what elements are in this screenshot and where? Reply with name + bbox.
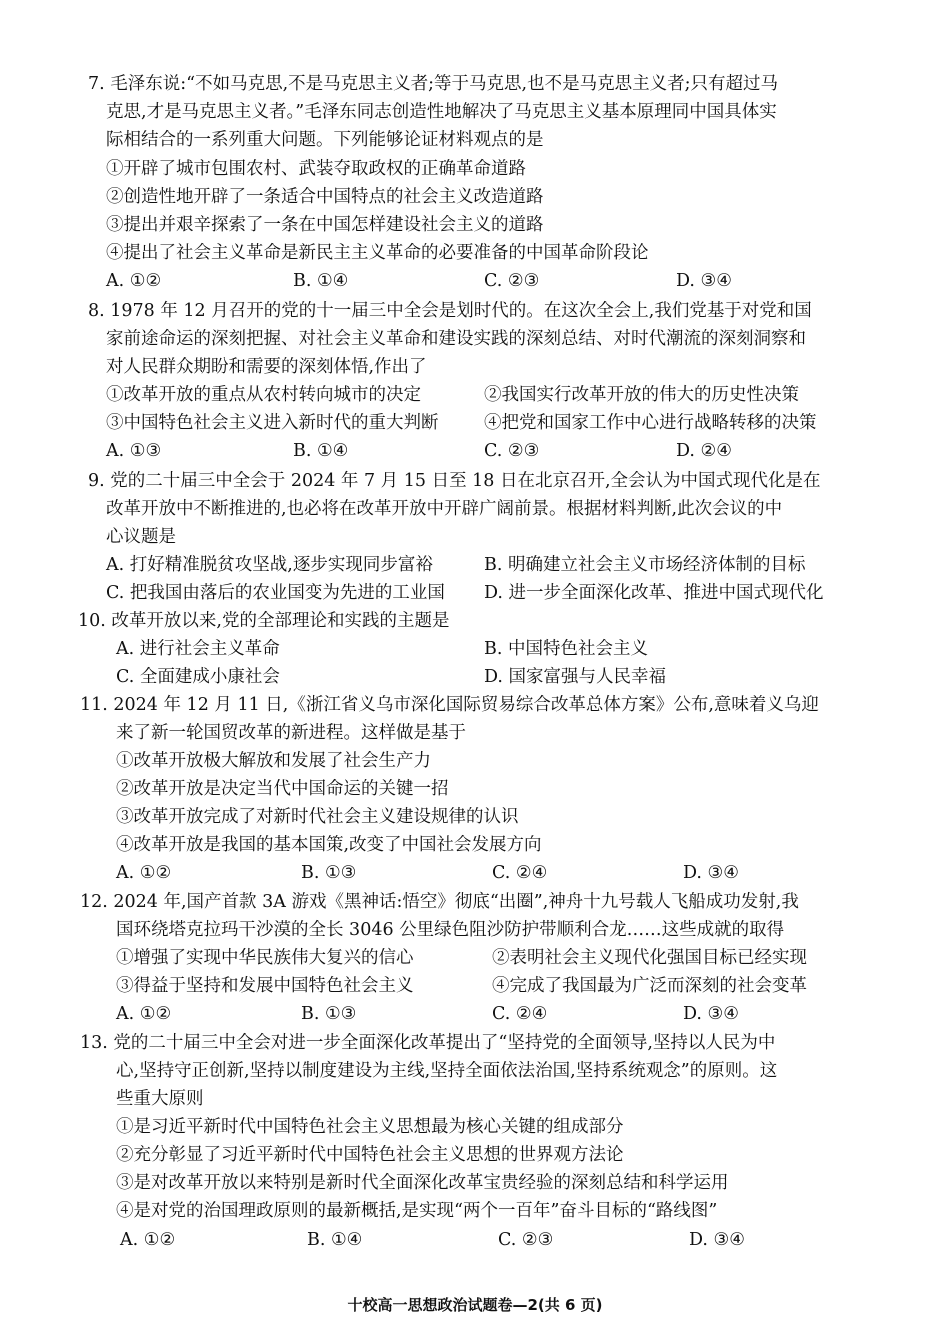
question-stem-line: 心,坚持守正创新,坚持以制度建设为主线,坚持全面依法治国,坚持系统观念”的原则。这 <box>116 1061 778 1081</box>
option-a: A. ①② <box>106 271 162 291</box>
option-c: C. ②④ <box>492 1004 548 1024</box>
statement-4: ④改革开放是我国的基本国策,改变了中国社会发展方向 <box>116 835 542 855</box>
question-stem-line: 些重大原则 <box>116 1089 204 1109</box>
statement-3: ③改革开放完成了对新时代社会主义建设规律的认识 <box>116 807 519 827</box>
statement-1: ①是习近平新时代中国特色社会主义思想最为核心关键的组成部分 <box>116 1117 624 1137</box>
option-b: B. ①④ <box>307 1230 363 1250</box>
option-a: A. ①② <box>116 863 172 883</box>
option-b: B. ①④ <box>293 271 349 291</box>
option-a: A. 打好精准脱贫攻坚战,逐步实现同步富裕 <box>106 555 433 575</box>
option-c: C. ②④ <box>492 863 548 883</box>
statement-2: ②表明社会主义现代化强国目标已经实现 <box>492 948 807 968</box>
statement-4: ④完成了我国最为广泛而深刻的社会变革 <box>492 976 807 996</box>
statement-3: ③中国特色社会主义进入新时代的重大判断 <box>106 413 439 433</box>
option-a: A. ①③ <box>106 441 162 461</box>
option-d: D. ③④ <box>683 1004 739 1024</box>
option-d: D. 进一步全面深化改革、推进中国式现代化 <box>484 583 824 603</box>
statement-3: ③是对改革开放以来特别是新时代全面深化改革宝贵经验的深刻总结和科学运用 <box>116 1173 729 1193</box>
option-d: D. ③④ <box>689 1230 745 1250</box>
statement-2: ②创造性地开辟了一条适合中国特点的社会主义改造道路 <box>106 187 544 207</box>
question-stem-line: 来了新一轮国贸改革的新进程。这样做是基于 <box>116 723 466 743</box>
statement-1: ①改革开放的重点从农村转向城市的决定 <box>106 385 421 405</box>
statement-2: ②充分彰显了习近平新时代中国特色社会主义思想的世界观方法论 <box>116 1145 624 1165</box>
statement-1: ①开辟了城市包围农村、武装夺取政权的正确革命道路 <box>106 159 526 179</box>
question-stem-line: 心议题是 <box>106 527 176 547</box>
question-stem-line: 克思,才是马克思主义者。”毛泽东同志创造性地解决了马克思主义基本原理同中国具体实 <box>106 102 777 122</box>
question-stem-line: 12. 2024 年,国产首款 3A 游戏《黑神话:悟空》彻底“出圈”,神舟十九号载人飞船成功发射,我 <box>80 892 799 912</box>
option-d: D. ③④ <box>683 863 739 883</box>
statement-1: ①改革开放极大解放和发展了社会生产力 <box>116 751 431 771</box>
question-stem-line: 家前途命运的深刻把握、对社会主义革命和建设实践的深刻总结、对时代潮流的深刻洞察和 <box>106 329 806 349</box>
question-stem-line: 8. 1978 年 12 月召开的党的十一届三中全会是划时代的。在这次全会上,我们党基于对党和国 <box>88 301 812 321</box>
option-d: D. 国家富强与人民幸福 <box>484 667 667 687</box>
option-c: C. 把我国由落后的农业国变为先进的工业国 <box>106 583 445 603</box>
option-a: A. ①② <box>120 1230 176 1250</box>
question-stem-line: 9. 党的二十届三中全会于 2024 年 7 月 15 日至 18 日在北京召开,全会认为中国式现代化是在 <box>88 471 821 491</box>
question-stem-line: 改革开放中不断推进的,也必将在改革开放中开辟广阔前景。根据材料判断,此次会议的中 <box>106 499 783 519</box>
option-b: B. ①④ <box>293 441 349 461</box>
statement-4: ④是对党的治国理政原则的最新概括,是实现“两个一百年”奋斗目标的“路线图” <box>116 1201 718 1221</box>
question-stem-line: 对人民群众期盼和需要的深刻体悟,作出了 <box>106 357 427 377</box>
page-footer: 十校高一思想政治试题卷—2(共 6 页) <box>347 1296 603 1314</box>
statement-2: ②我国实行改革开放的伟大的历史性决策 <box>484 385 799 405</box>
option-c: C. ②③ <box>498 1230 554 1250</box>
option-b: B. ①③ <box>301 863 357 883</box>
question-stem-line: 11. 2024 年 12 月 11 日,《浙江省义乌市深化国际贸易综合改革总体方案》公布,意味着义乌迎 <box>80 695 819 715</box>
statement-4: ④把党和国家工作中心进行战略转移的决策 <box>484 413 817 433</box>
statement-4: ④提出了社会主义革命是新民主主义革命的必要准备的中国革命阶段论 <box>106 243 649 263</box>
statement-2: ②改革开放是决定当代中国命运的关键一招 <box>116 779 449 799</box>
statement-3: ③得益于坚持和发展中国特色社会主义 <box>116 976 414 996</box>
option-c: C. 全面建成小康社会 <box>116 667 280 687</box>
option-d: D. ②④ <box>676 441 732 461</box>
option-b: B. ①③ <box>301 1004 357 1024</box>
question-stem-line: 国环绕塔克拉玛干沙漠的全长 3046 公里绿色阻沙防护带顺利合龙……这些成就的取得 <box>116 920 785 940</box>
option-b: B. 中国特色社会主义 <box>484 639 648 659</box>
statement-3: ③提出并艰辛探索了一条在中国怎样建设社会主义的道路 <box>106 215 544 235</box>
option-a: A. ①② <box>116 1004 172 1024</box>
option-b: B. 明确建立社会主义市场经济体制的目标 <box>484 555 806 575</box>
option-c: C. ②③ <box>484 271 540 291</box>
option-a: A. 进行社会主义革命 <box>116 639 280 659</box>
question-stem-line: 10. 改革开放以来,党的全部理论和实践的主题是 <box>78 611 450 631</box>
statement-1: ①增强了实现中华民族伟大复兴的信心 <box>116 948 414 968</box>
option-c: C. ②③ <box>484 441 540 461</box>
question-stem-line: 际相结合的一系列重大问题。下列能够论证材料观点的是 <box>106 130 544 150</box>
option-d: D. ③④ <box>676 271 732 291</box>
question-stem-line: 13. 党的二十届三中全会对进一步全面深化改革提出了“坚持党的全面领导,坚持以人民为中 <box>80 1033 776 1053</box>
question-stem-line: 7. 毛泽东说:“不如马克思,不是马克思主义者;等于马克思,也不是马克思主义者;只有超过马 <box>88 74 779 94</box>
